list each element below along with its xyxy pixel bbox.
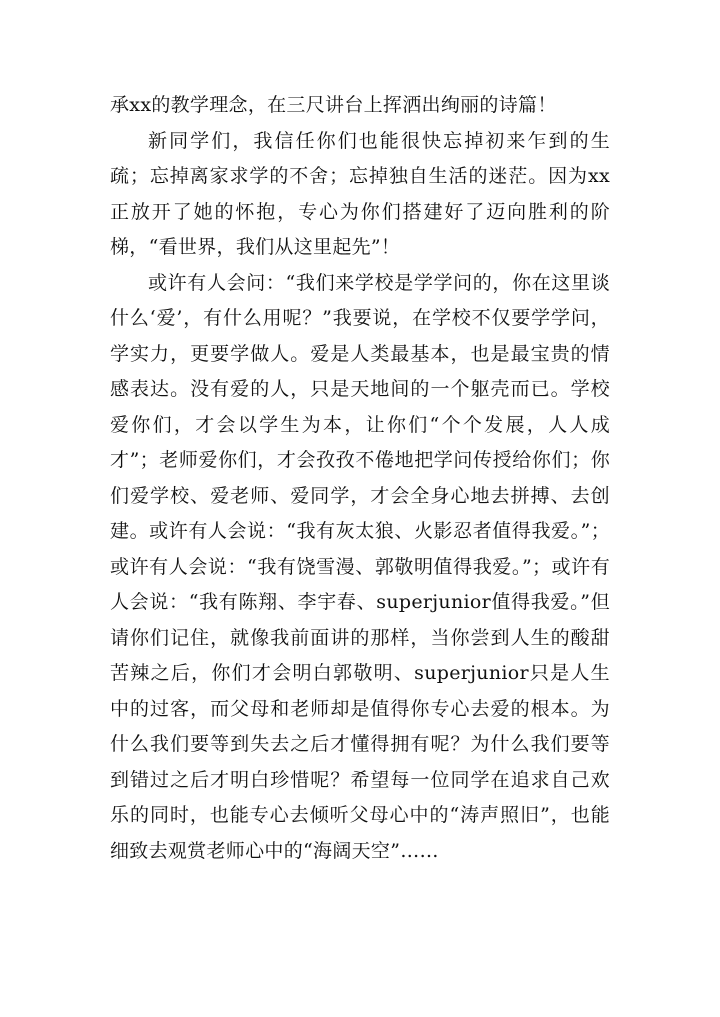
paragraph-continuation: 承xx的教学理念，在三尺讲台上挥洒出绚丽的诗篇！ [110, 94, 557, 116]
document-body [110, 88, 610, 869]
paragraph-love: 或许有人会问：“我们来学校是学学问的，你在这里谈什么‘爱’，有什么用呢？”我要说，在学校不仅要学学问，学实力，更要学做人。爱是人类最基本，也是最宝贵的情感表达。没有爱的人，只是天地间的一个躯壳而已。学校爱你们，才会以学生为本，让你们“个个发展，人人成才”；老师爱你们，才会孜孜不倦地把学问传授给你们；你们爱学校、爱老师、爱同学，才会全身心地去拼搏、去创建。或许有人会说：“我有灰太狼、火影忍者值得我爱。”；或许有人会说：“我有饶雪漫、郭敬明值得我爱。”；或许有人会说：“我有陈翔、李宇春、superjunior值得我爱。”但请你们记住，就像我前面讲的那样，当你尝到人生的酸甜苦辣之后，你们才会明白郭敬明、superjunior只是人生中的过客，而父母和老师却是值得你专心去爱的根本。为什么我们要等到失去之后才懂得拥有呢？为什么我们要等到错过之后才明白珍惜呢？希望每一位同学在追求自己欢乐的同时，也能专心去倾听父母心中的“涛声照旧”，也能细致去观赏老师心中的“海阔天空”…… [110, 271, 610, 862]
paragraph-new-students: 新同学们，我信任你们也能很快忘掉初来乍到的生疏；忘掉离家求学的不舍；忘掉独自生活的迷茫。因为xx正放开了她的怀抱，专心为你们搭建好了迈向胜利的阶梯，“看世界，我们从这里起先”！ [110, 129, 610, 258]
